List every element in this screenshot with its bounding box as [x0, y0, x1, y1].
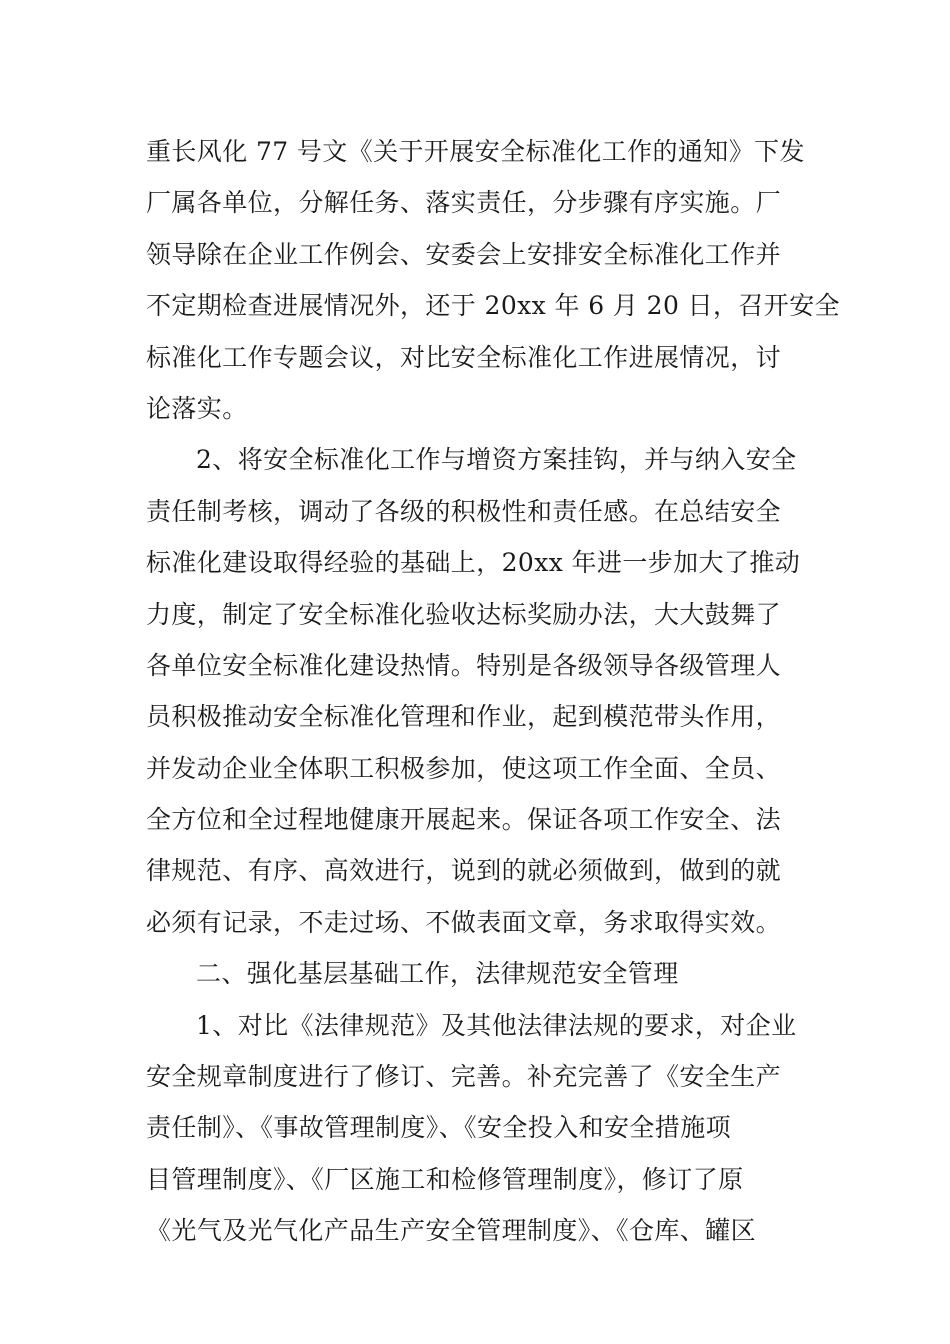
text-line: 律规范、有序、高效进行，说到的就必须做到，做到的就 [146, 856, 782, 886]
text-line: 领导除在企业工作例会、安委会上安排安全标准化工作并 [146, 239, 782, 269]
text-line: 安全规章制度进行了修订、完善。补充完善了《安全生产 [146, 1062, 782, 1092]
text-line: 重长风化 77 号文《关于开展安全标准化工作的通知》下发 [146, 137, 805, 166]
text-line: 责任制考核，调动了各级的积极性和责任感。在总结安全 [146, 496, 782, 526]
text-line: 《光气及光气化产品生产安全管理制度》、《仓库、罐区 [146, 1216, 757, 1246]
text-line: 厂属各单位，分解任务、落实责任，分步骤有序实施。厂 [146, 188, 782, 218]
text-line: 各单位安全标准化建设热情。特别是各级领导各级管理人 [146, 650, 782, 680]
text-line: 标准化建设取得经验的基础上，20xx 年进一步加大了推动 [146, 548, 801, 578]
text-line: 力度，制定了安全标准化验收达标奖励办法，大大鼓舞了 [146, 599, 782, 629]
text-line: 论落实。 [146, 393, 248, 423]
text-line: 全方位和全过程地健康开展起来。保证各项工作安全、法 [146, 805, 782, 835]
text-line: 标准化工作专题会议，对比安全标准化工作进展情况，讨 [146, 342, 782, 372]
text-line: 目管理制度》、《厂区施工和检修管理制度》，修订了原 [146, 1164, 744, 1194]
paragraph-start-line: 1、对比《法律规范》及其他法律法规的要求，对企业 [196, 1010, 797, 1040]
text-line: 员积极推动安全标准化管理和作业，起到模范带头作用， [146, 702, 782, 732]
document-body [146, 126, 841, 1257]
paragraph-start-line: 2、将安全标准化工作与增资方案挂钩，并与纳入安全 [196, 445, 797, 475]
text-line: 不定期检查进展情况外，还于 20xx 年 6 月 20 日，召开安全 [146, 291, 841, 321]
section-heading: 二、强化基层基础工作，法律规范安全管理 [196, 959, 679, 989]
text-line: 必须有记录，不走过场、不做表面文章，务求取得实效。 [146, 907, 782, 937]
text-line: 责任制》、《事故管理制度》、《安全投入和安全措施项 [146, 1113, 732, 1143]
text-line: 并发动企业全体职工积极参加，使这项工作全面、全员、 [146, 753, 782, 783]
